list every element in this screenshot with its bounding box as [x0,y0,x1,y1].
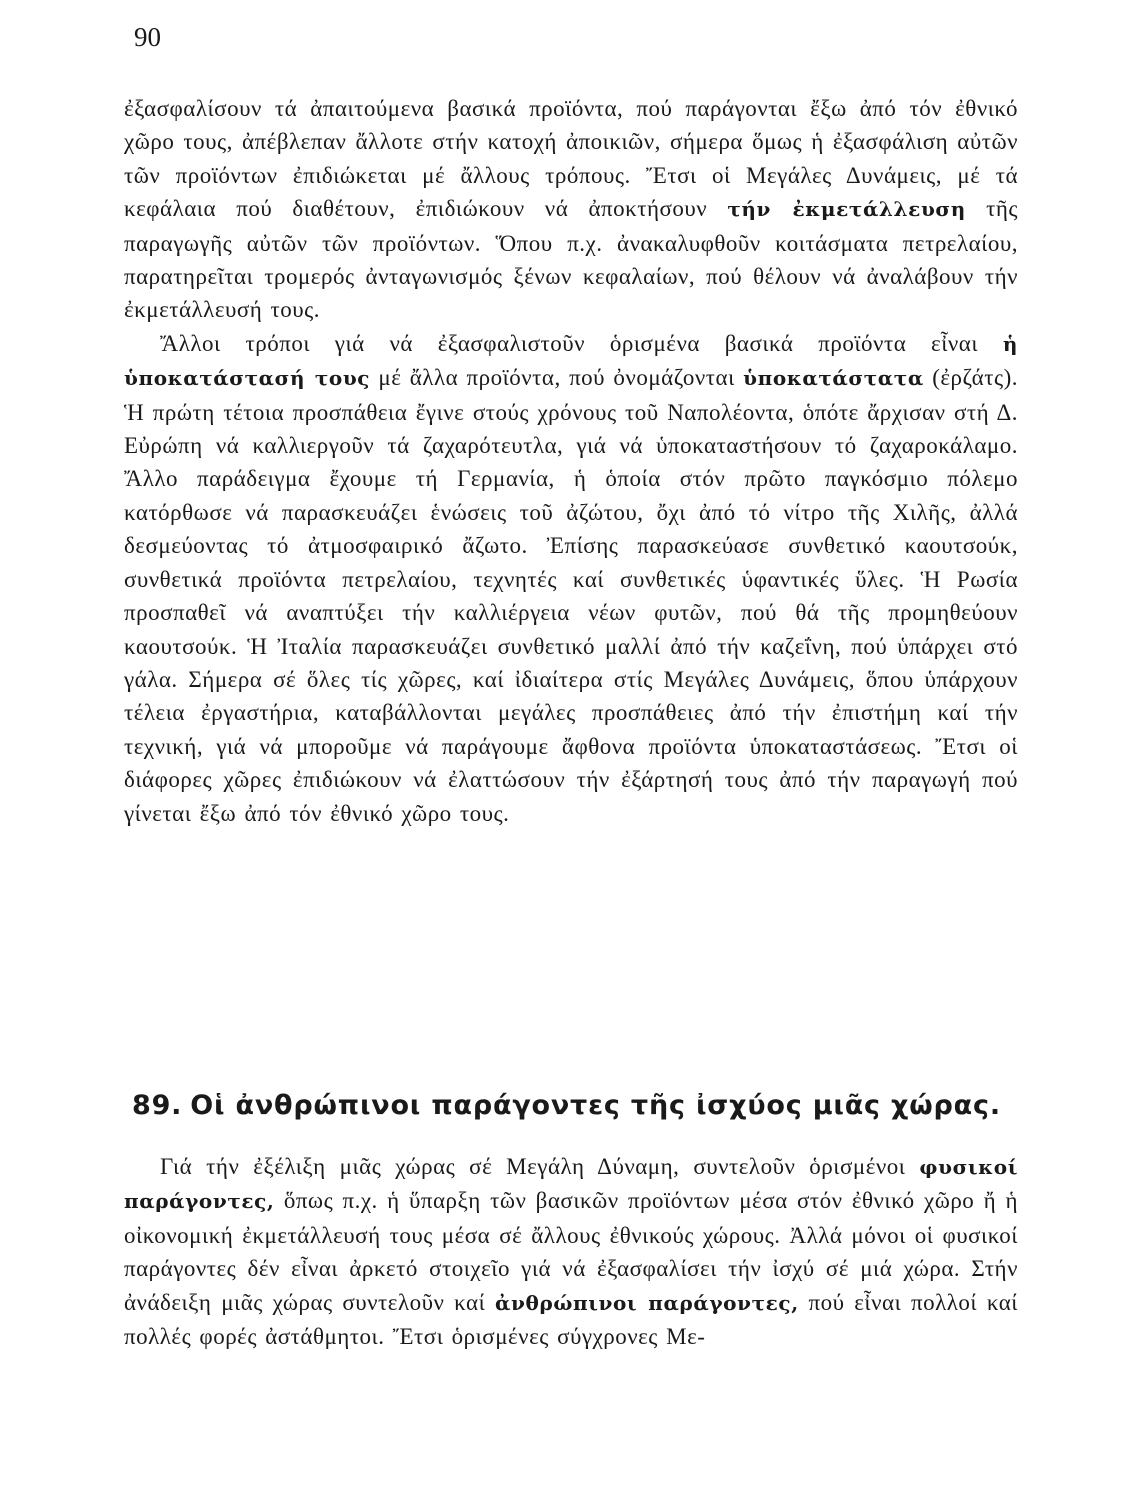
section-heading [132,1090,1012,1121]
paragraph-continuation [124,92,1018,327]
section-title: Οἱ ἀνθρώπινοι παράγοντες τῆς ἰσχύος μιᾶς χώρας. [190,1090,1001,1121]
text-run: μέ ἄλλα προϊόντα, πού ὀνομάζονται [370,365,744,391]
main-text-block [124,92,1018,830]
bold-term-exploitation: τήν ἐκμετάλλευση [727,197,966,222]
text-run: ἐξασφαλίσουν τά ἀπαιτούμενα βασικά προϊόντα, πού παράγονται ἔξω ἀπό τόν ἐθνικό χῶρο τους, ἀπέβλεπαν ἄλλοτε στήν κατοχή ἀποικιῶν, σήμερα ὅμως ἡ ἐξασφάλιση αὐτῶν τῶν προϊόντων ἐπιδιώκεται μέ ἄλλους τρόπους. Ἔτσι οἱ Μεγάλες Δυνάμεις, μέ τά κεφάλαια πού διαθέτουν, ἐπιδιώκουν νά ἀποκτήσουν [124,96,1018,222]
text-run: τῆς παραγωγῆς αὐτῶν τῶν προϊόντων. Ὅπου π.χ. ἀνακαλυφθοῦν κοιτάσματα πετρελαίου, παρατηρεῖται τρομερός ἀνταγωνισμός ξένων κεφαλαίων, πού θέλουν νά ἀναλάβουν τήν ἐκμετάλλευσή τους. [124,196,1018,323]
page-number: 90 [134,22,161,52]
text-run: Ἄλλοι τρόποι γιά νά ἐξασφαλιστοῦν ὁρισμένα βασικά προϊόντα εἶναι [160,330,1003,356]
paragraph-substitution [124,327,1018,830]
text-run: πού εἶναι πολλοί καί πολλές φορές ἀστάθμητοι. Ἔτσι ὁρισμένες σύγχρονες Με- [124,1289,1018,1350]
bold-term-substitutes: ὑποκατάστατα [743,366,924,391]
text-run: Γιά τήν ἐξέλιξη μιᾶς χώρας σέ Μεγάλη Δύναμη, συντελοῦν ὁρισμένοι [160,1154,920,1179]
bold-term-natural-factors: φυσικοί παράγοντες, [124,1155,1018,1214]
section-89-text-block [124,1150,1018,1353]
bold-term-substitution: ἡ ὑποκατάστασή τους [124,331,1018,391]
text-run: (ἐρζάτς). Ἡ πρώτη τέτοια προσπάθεια ἔγινε στούς χρόνους τοῦ Ναπολέοντα, ὁπότε ἄρχισαν στή Δ. Εὐρώπη νά καλλιεργοῦν τά ζαχαρότευτλα, γιά νά ὑποκαταστήσουν τό ζαχαροκάλαμο. Ἄλλο παράδειγμα ἔχουμε τή Γερμανία, ἡ ὁποία στόν πρῶτο παγκόσμιο πόλεμο κατόρθωσε νά παρασκευάζει ἑνώσεις τοῦ ἀζώτου, ὄχι ἀπό τό νίτρο τῆς Χιλῆς, ἀλλά δεσμεύοντας τό ἀτμοσφαιρικό ἄζωτο. Ἐπίσης παρασκεύασε συνθετικό καουτσούκ, συνθετικά προϊόντα πετρελαίου, τεχνητές καί συνθετικές ὑφαντικές ὕλες. Ἡ Ρωσία προσπαθεῖ νά αναπτύξει τήν καλλιέργεια νέων φυτῶν, πού θά τῆς προμηθεύουν καουτσούκ. Ἡ Ἰταλία παρασκευάζει συνθετικό μαλλί ἀπό τήν καζεΐνη, πού ὑπάρχει στό γάλα. Σήμερα σέ ὅλες τίς χῶρες, καί ἰδιαίτερα στίς Μεγάλες Δυνάμεις, ὅπου ὑπάρχουν τέλεια ἐργαστήρια, καταβάλλονται μεγάλες προσπάθειες ἀπό τήν ἐπιστήμη καί τήν τεχνική, γιά νά μποροῦμε νά παράγουμε ἄφθονα προϊόντα ὑποκαταστάσεως. Ἔτσι οἱ διάφορες χῶρες ἐπιδιώκουν νά ἐλαττώσουν τήν ἐξάρτησή τους ἀπό τήν παραγωγή πού γίνεται ἔξω ἀπό τόν ἐθνικό χῶρο τους. [124,365,1018,826]
paragraph-human-factors [124,1150,1018,1353]
section-number: 89. [132,1090,183,1121]
bold-term-human-factors: ἀνθρώπινοι παράγοντες, [495,1290,799,1315]
text-run: ὅπως π.χ. ἡ ὕπαρξη τῶν βασικῶν προϊόντων μέσα στόν ἐθνικό χῶρο ἤ ἡ οἰκονομική ἐκμετάλλευσή τους μέσα σέ ἄλλους ἐθνικούς χώρους. Ἀλλά μόνοι οἱ φυσικοί παράγοντες δέν εἶναι ἀρκετό στοιχεῖο γιά νά ἐξασφαλίσει τήν ἰσχύ σέ μιά χώρα. Στήν ἀνάδειξη μιᾶς χώρας συντελοῦν καί [124,1188,1018,1315]
